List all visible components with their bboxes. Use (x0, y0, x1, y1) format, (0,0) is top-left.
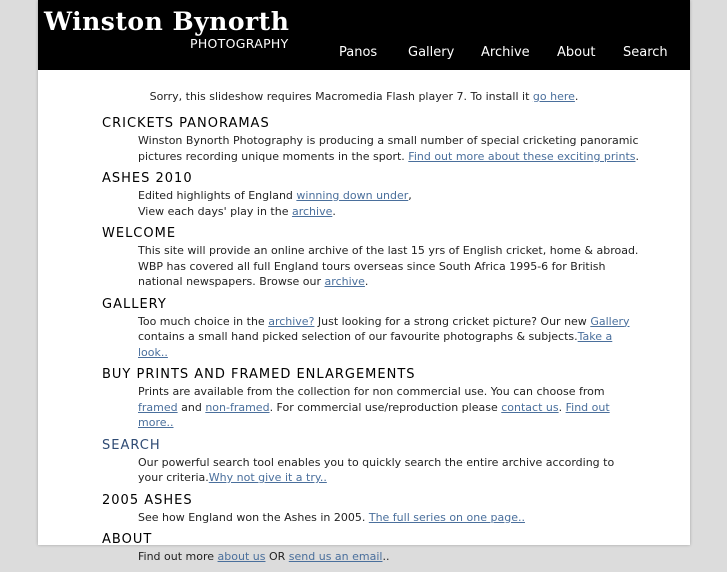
gallery-archive-link[interactable]: archive? (268, 314, 315, 328)
section-text: Too much choice in the (138, 314, 269, 328)
section-text: contains a small hand picked selection of our favourite photographs & subjects. (138, 330, 578, 343)
logo-title[interactable]: Winston Bynorth (44, 7, 290, 36)
section-text: Prints are available from the collection for non commercial use. You can choose from (138, 385, 605, 398)
nav-archive[interactable]: Archive (481, 45, 530, 60)
about-us-link[interactable]: about us (217, 550, 266, 563)
section-welcome (102, 226, 642, 290)
section-search (102, 438, 642, 486)
welcome-archive-link[interactable]: archive (324, 275, 365, 288)
section-body (138, 384, 642, 431)
flash-notice (38, 90, 690, 103)
framed-link[interactable]: framed (138, 400, 178, 414)
section-title: CRICKETS PANORAMAS (102, 116, 270, 131)
panoramas-info-link[interactable]: Find out more about these exciting prints (408, 149, 636, 163)
section-title: SEARCH (102, 437, 161, 453)
section-body (138, 455, 642, 486)
section-text: Edited highlights of England (138, 189, 297, 202)
nav-search[interactable]: Search (623, 45, 668, 60)
section-title: ABOUT (102, 532, 153, 547)
section-text: , (408, 189, 412, 202)
take-a-look-link[interactable]: Take a look.. (138, 330, 613, 359)
prints-find-out-more-link[interactable]: Find out more.. (138, 400, 610, 429)
page-container (38, 0, 690, 563)
section-body (138, 314, 642, 361)
section-text: Winston Bynorth Photography is producing a small number of special cricketing panoramic pictures recording unique moments in the sport. (138, 134, 639, 163)
nav-gallery[interactable]: Gallery (408, 45, 455, 60)
flash-install-link[interactable]: go here (532, 90, 575, 103)
section-title: 2005 ASHES (102, 492, 193, 508)
main-content (102, 116, 642, 572)
ashes-archive-link[interactable]: archive (291, 204, 333, 218)
section-body (138, 549, 642, 565)
section-title: GALLERY (102, 296, 167, 312)
section-text: View each days' play in the (138, 204, 292, 218)
section-about (102, 532, 642, 565)
send-email-link[interactable]: send us an email (288, 550, 383, 563)
section-buy-prints (102, 367, 642, 431)
contact-us-link[interactable]: contact us (501, 400, 559, 414)
section-text: Just looking for a strong cricket picture? Our new (314, 314, 591, 328)
full-series-link[interactable]: The full series on one page.. (368, 510, 525, 524)
section-title: WELCOME (102, 226, 177, 241)
section-text: Our powerful search tool enables you to quickly search the entire archive according to your criteria. (138, 455, 615, 484)
section-title: ASHES 2010 (102, 171, 193, 186)
section-gallery (102, 297, 642, 361)
section-body (138, 133, 642, 164)
section-body (138, 510, 642, 526)
section-text: This site will provide an online archive of the last 15 yrs of English cricket, home & abroad. WBP has covered all full England tours overseas since South Africa 1995-6 for British national newspapers. Browse our (138, 244, 639, 288)
flash-notice-text: Sorry, this slideshow requires Macromedia Flash player 7. To install it (149, 90, 533, 103)
try-search-link[interactable]: Why not give it a try.. (208, 471, 327, 484)
section-body (138, 243, 642, 290)
logo-subtitle[interactable]: PHOTOGRAPHY (190, 36, 289, 51)
nav-about[interactable]: About (557, 45, 596, 60)
section-text: . (364, 275, 369, 288)
non-framed-link[interactable]: non-framed (205, 400, 270, 414)
section-2005-ashes (102, 493, 642, 526)
section-text: See how England won the Ashes in 2005. (138, 510, 369, 524)
section-crickets-panoramas (102, 116, 642, 164)
section-text: . (332, 204, 336, 218)
section-text: OR (265, 550, 289, 563)
section-text: .. (382, 550, 390, 563)
section-ashes-2010 (102, 171, 642, 219)
section-title: BUY PRINTS AND FRAMED ENLARGEMENTS (102, 367, 416, 382)
section-text: . For commercial use/reproduction please (269, 400, 502, 414)
gallery-link[interactable]: Gallery (590, 314, 630, 328)
winning-down-under-link[interactable]: winning down under (296, 189, 409, 202)
section-body (138, 188, 642, 219)
section-text: . (635, 149, 640, 163)
section-text: Find out more (138, 550, 218, 563)
flash-notice-end: . (574, 90, 579, 103)
site-header (38, 0, 690, 70)
nav-panos[interactable]: Panos (339, 45, 378, 60)
section-text: and (177, 400, 206, 414)
section-text: . (558, 400, 566, 414)
